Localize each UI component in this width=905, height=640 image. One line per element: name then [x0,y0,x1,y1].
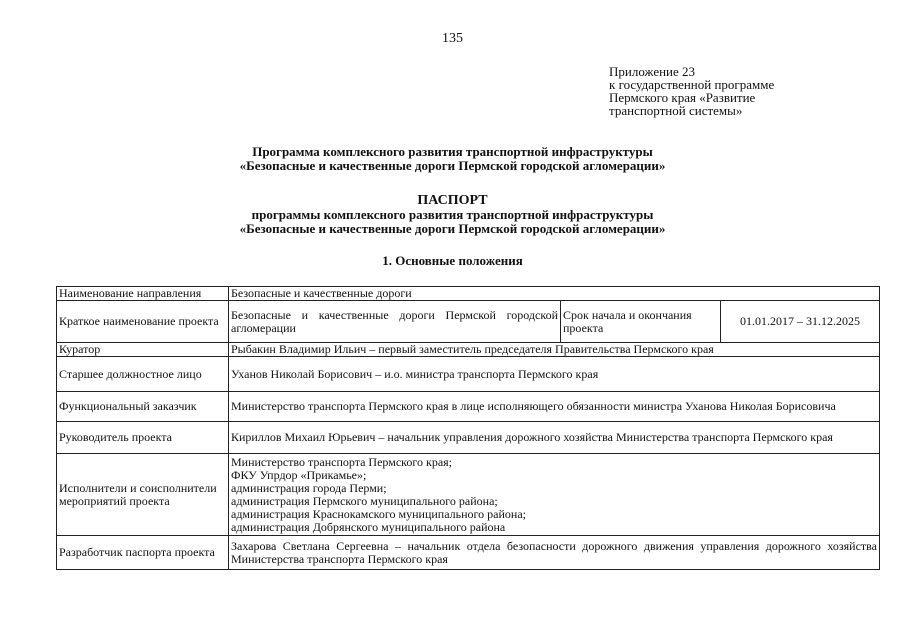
developer-label: Разработчик паспорта проекта [57,536,229,570]
short-name-value: Безопасные и качественные дороги Пермской городской агломерации [229,301,561,343]
table-row [57,357,880,392]
program-title [0,145,905,173]
program-title-line: «Безопасные и качественные дороги Пермской городской агломерации» [239,158,666,173]
period-label: Срок начала и окончания проекта [561,301,721,343]
executors-label: Исполнители и соисполнители мероприятий проекта [57,454,229,536]
page-number: 135 [442,31,463,46]
appendix-line: Приложение 23 [609,64,696,79]
appendix-line: Пермского края «Развитие [609,90,756,105]
appendix-line: транспортной системы» [609,103,743,118]
customer-value: Министерство транспорта Пермского края в лице исполняющего обязанности министра Уханова Николая Борисовича [229,392,880,422]
passport-title [0,194,905,236]
table-row [57,454,880,536]
executor-item: Министерство транспорта Пермского края; [231,454,453,469]
table-row [57,422,880,454]
head-value: Кириллов Михаил Юрьевич – начальник управления дорожного хозяйства Министерства транспорта Пермского края [229,422,880,454]
executor-item: администрация Краснокамского муниципального района; [231,506,526,521]
passport-title-line: программы комплексного развития транспортной инфраструктуры [251,207,654,222]
direction-label: Наименование направления [57,287,229,301]
appendix-line: к государственной программе [609,77,775,92]
short-name-label: Краткое наименование проекта [57,301,229,343]
table-row [57,343,880,357]
section-title: 1. Основные положения [382,253,523,268]
table-row [57,392,880,422]
passport-table [56,286,880,570]
customer-label: Функциональный заказчик [57,392,229,422]
executor-item: администрация города Перми; [231,480,387,495]
senior-label: Старшее должностное лицо [57,357,229,392]
table-row [57,536,880,570]
appendix-note [609,65,774,117]
program-title-line: Программа комплексного развития транспортной инфраструктуры [252,144,653,159]
direction-value: Безопасные и качественные дороги [229,287,880,301]
executor-item: ФКУ Упрдор «Прикамье»; [231,467,367,482]
executors-list [229,454,880,536]
executor-item: администрация Добрянского муниципального района [231,519,506,534]
period-value: 01.01.2017 – 31.12.2025 [721,301,880,343]
table-row [57,301,880,343]
senior-value: Уханов Николай Борисович – и.о. министра транспорта Пермского края [229,357,880,392]
curator-value: Рыбакин Владимир Ильич – первый заместитель председателя Правительства Пермского края [229,343,880,357]
curator-label: Куратор [57,343,229,357]
passport-heading: ПАСПОРТ [417,193,488,208]
executor-item: администрация Пермского муниципального района; [231,493,498,508]
passport-title-line: «Безопасные и качественные дороги Пермской городской агломерации» [239,221,666,236]
table-row [57,287,880,301]
developer-value: Захарова Светлана Сергеевна – начальник отдела безопасности дорожного движения управления дорожного хозяйства Министерства транспорта Пермского края [229,536,880,570]
head-label: Руководитель проекта [57,422,229,454]
